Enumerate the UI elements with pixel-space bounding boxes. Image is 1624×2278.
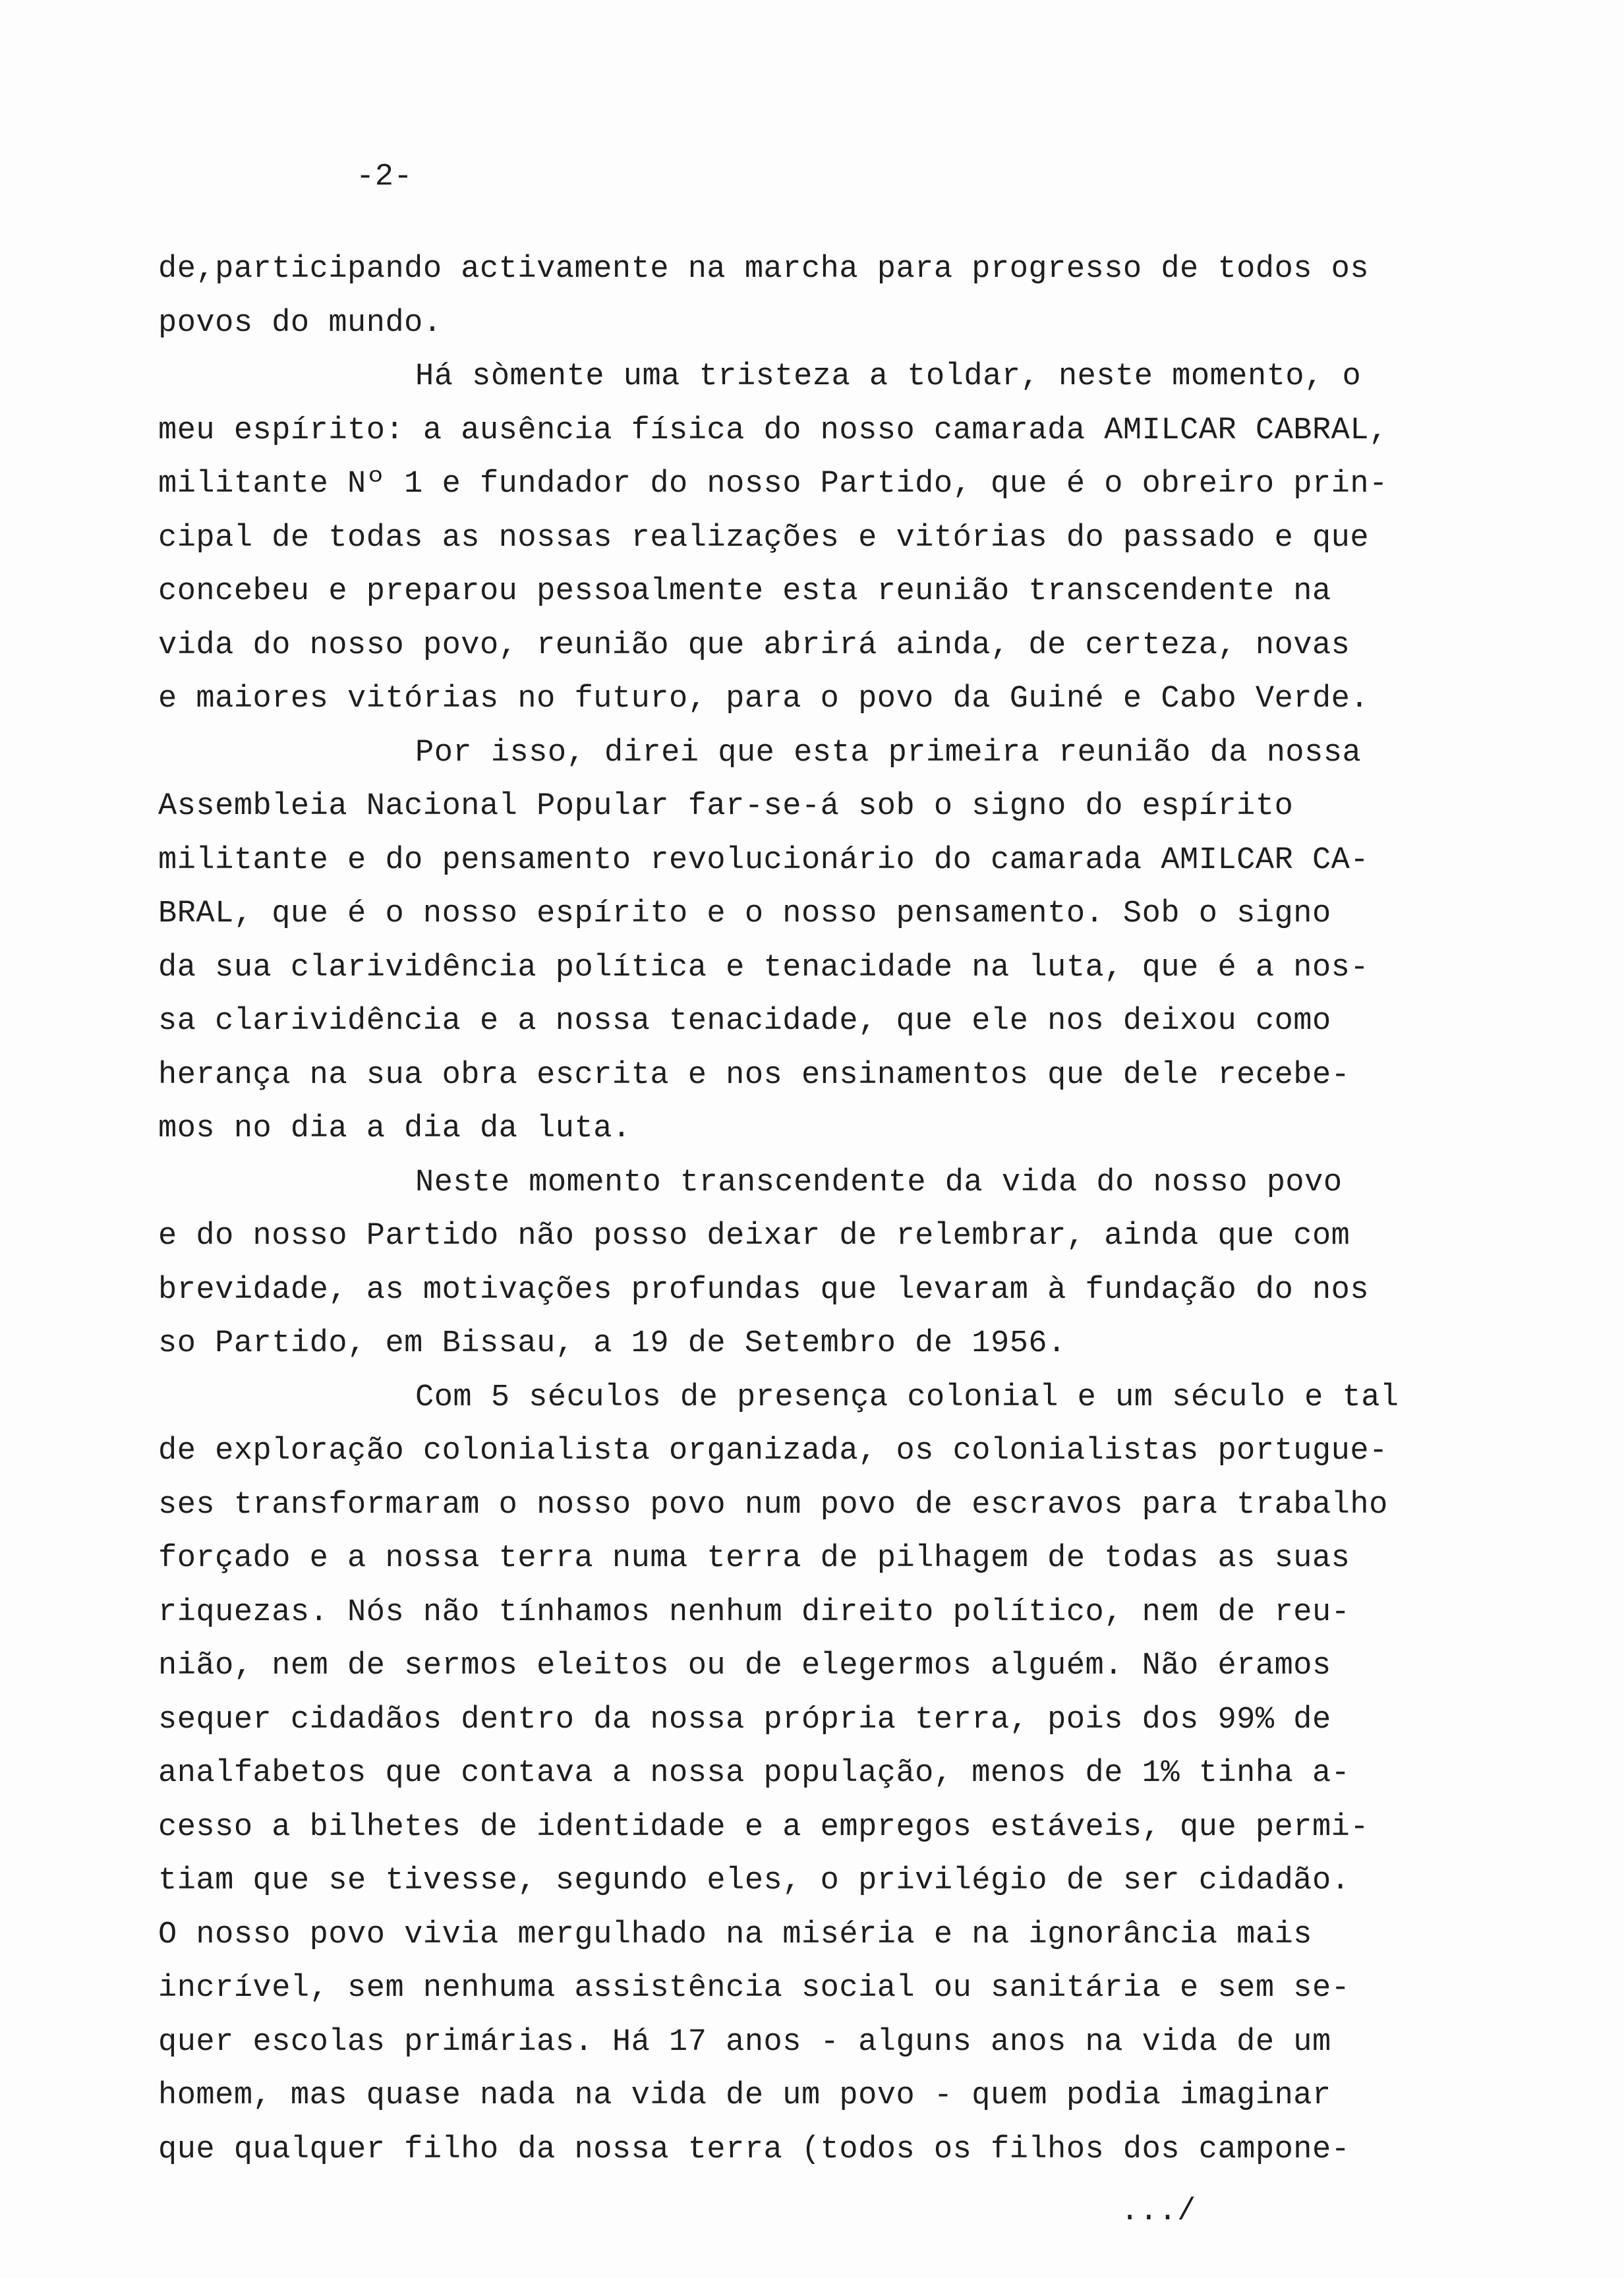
- text-line: so Partido, em Bissau, a 19 de Setembro de 1956.: [158, 1326, 1066, 1361]
- text-line: Assembleia Nacional Popular far-se-á sob o signo do espírito: [158, 789, 1294, 824]
- text-line: tiam que se tivesse, segundo eles, o privilégio de ser cidadão.: [158, 1863, 1350, 1898]
- text-line: povos do mundo.: [158, 305, 442, 341]
- text-line: ses transformaram o nosso povo num povo de escravos para trabalho: [158, 1487, 1388, 1523]
- text-line: incrível, sem nenhuma assistência social ou sanitária e sem se-: [158, 1971, 1350, 2006]
- text-line: de,participando activamente na marcha para progresso de todos os: [158, 252, 1370, 287]
- text-line: de exploração colonialista organizada, os colonialistas portugue-: [158, 1434, 1388, 1469]
- text-line: da sua clarividência política e tenacidade na luta, que é a nos-: [158, 950, 1370, 985]
- text-line: Com 5 séculos de presença colonial e um século e tal: [415, 1380, 1399, 1415]
- text-line: riquezas. Nós não tínhamos nenhum direito político, nem de reu-: [158, 1594, 1350, 1630]
- text-line: meu espírito: a ausência física do nosso camarada AMILCAR CABRAL,: [158, 413, 1388, 448]
- text-line: forçado e a nossa terra numa terra de pilhagem de todas as suas: [158, 1541, 1350, 1576]
- text-line: que qualquer filho da nossa terra (todos os filhos dos campone-: [158, 2132, 1350, 2167]
- text-line: militante e do pensamento revolucionário do camarada AMILCAR CA-: [158, 842, 1370, 878]
- text-line: nião, nem de sermos eleitos ou de elegermos alguém. Não éramos: [158, 1649, 1331, 1683]
- document-body: [158, 243, 1463, 2176]
- text-line: sequer cidadãos dentro da nossa própria terra, pois dos 99% de: [158, 1702, 1331, 1738]
- text-line: concebeu e preparou pessoalmente esta reunião transcendente na: [158, 574, 1331, 609]
- continuation-mark: .../: [1120, 2194, 1196, 2229]
- text-line: homem, mas quase nada na vida de um povo - quem podia imaginar: [158, 2078, 1331, 2113]
- text-line: Há sòmente uma tristeza a toldar, neste momento, o: [415, 359, 1362, 394]
- text-line: mos no dia a dia da luta.: [158, 1111, 631, 1146]
- text-line: cipal de todas as nossas realizações e vitórias do passado e que: [158, 520, 1370, 556]
- text-line: militante Nº 1 e fundador do nosso Partido, que é o obreiro prin-: [158, 467, 1388, 502]
- text-line: quer escolas primárias. Há 17 anos - alguns anos na vida de um: [158, 2024, 1331, 2060]
- text-line: analfabetos que contava a nossa população, menos de 1% tinha a-: [158, 1756, 1350, 1791]
- text-line: herança na sua obra escrita e nos ensinamentos que dele recebe-: [158, 1057, 1350, 1093]
- text-line: brevidade, as motivações profundas que levaram à fundação do nos: [158, 1272, 1370, 1308]
- text-line: sa clarividência e a nossa tenacidade, que ele nos deixou como: [158, 1004, 1331, 1039]
- text-line: O nosso povo vivia mergulhado na miséria e na ignorância mais: [158, 1917, 1312, 1952]
- text-line: cesso a bilhetes de identidade e a empregos estáveis, que permi-: [158, 1809, 1370, 1845]
- text-line: Neste momento transcendente da vida do nosso povo: [415, 1165, 1343, 1200]
- text-line: vida do nosso povo, reunião que abrirá ainda, de certeza, novas: [158, 628, 1350, 663]
- text-line: e do nosso Partido não posso deixar de relembrar, ainda que com: [158, 1219, 1350, 1254]
- text-line: BRAL, que é o nosso espírito e o nosso pensamento. Sob o signo: [158, 896, 1331, 931]
- text-line: e maiores vitórias no futuro, para o povo da Guiné e Cabo Verde.: [158, 682, 1370, 716]
- page-number: -2-: [356, 160, 413, 194]
- text-line: Por isso, direi que esta primeira reunião da nossa: [415, 735, 1362, 771]
